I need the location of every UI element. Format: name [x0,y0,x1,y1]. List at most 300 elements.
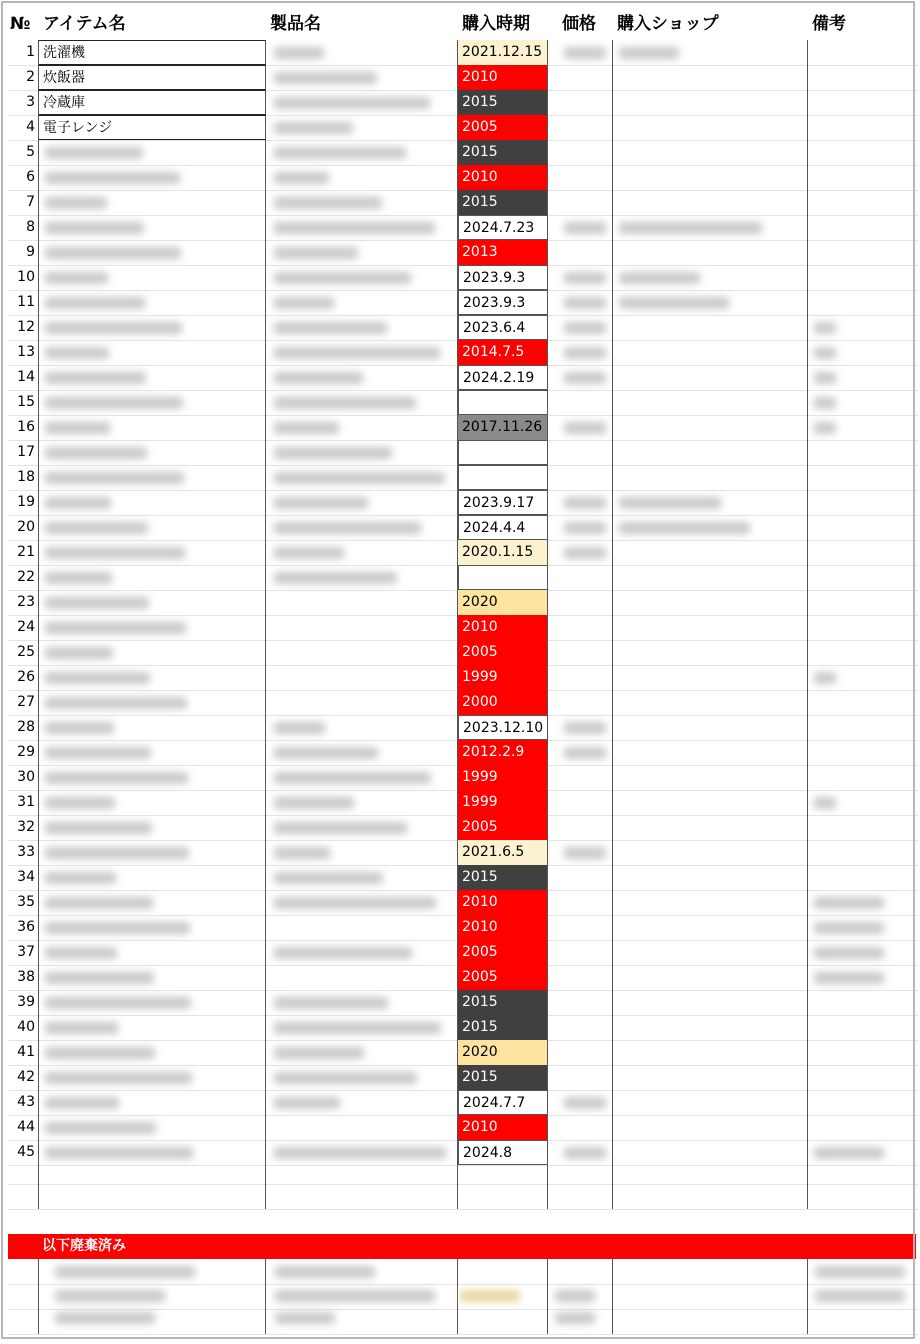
notes-cell[interactable] [808,790,918,815]
product-name-cell[interactable] [266,540,458,565]
product-name-cell[interactable] [266,590,458,615]
item-name-cell[interactable] [39,965,266,990]
notes-cell[interactable] [808,940,918,965]
notes-cell[interactable] [808,815,918,840]
notes-cell[interactable] [808,40,918,65]
product-name-cell[interactable] [266,1040,458,1065]
price-cell[interactable] [548,640,613,665]
price-cell[interactable] [548,965,613,990]
notes-cell[interactable] [808,1015,918,1040]
price-cell[interactable] [548,865,613,890]
shop-cell[interactable] [613,815,808,840]
purchase-date-cell[interactable]: 2021.12.15 [458,40,548,65]
price-cell[interactable] [548,1065,613,1090]
table-row[interactable] [8,490,918,516]
shop-cell[interactable] [613,765,808,790]
notes-cell[interactable] [808,215,918,240]
table-row[interactable] [8,840,918,866]
notes-cell[interactable] [808,465,918,490]
table-row[interactable] [8,140,918,166]
notes-cell[interactable] [808,415,918,440]
product-name-cell[interactable] [266,965,458,990]
purchase-date-cell[interactable]: 2023.12.10 [458,715,548,740]
shop-cell[interactable] [613,990,808,1015]
product-name-cell[interactable] [266,115,458,140]
empty-row[interactable] [8,1159,918,1185]
price-cell[interactable] [548,115,613,140]
table-row[interactable] [8,540,918,566]
notes-cell[interactable] [808,1065,918,1090]
shop-cell[interactable] [613,490,808,515]
shop-cell[interactable] [613,90,808,115]
price-cell[interactable] [548,1090,613,1115]
shop-cell[interactable] [613,1065,808,1090]
purchase-date-cell[interactable]: 2005 [458,815,548,840]
shop-cell[interactable] [613,65,808,90]
notes-cell[interactable] [808,615,918,640]
purchase-date-cell[interactable]: 2010 [458,615,548,640]
product-name-cell[interactable] [266,40,458,65]
item-name-cell[interactable] [39,865,266,890]
table-row[interactable] [8,940,918,966]
product-name-cell[interactable] [266,1090,458,1115]
product-name-cell[interactable] [266,340,458,365]
product-name-cell[interactable] [266,1015,458,1040]
price-cell[interactable] [548,715,613,740]
product-name-cell[interactable] [266,1115,458,1140]
table-row[interactable] [8,315,918,341]
notes-cell[interactable] [808,1090,918,1115]
notes-cell[interactable] [808,390,918,415]
price-cell[interactable] [548,890,613,915]
item-name-cell[interactable] [39,140,266,165]
table-row[interactable] [8,465,918,491]
price-cell[interactable] [548,40,613,65]
table-row[interactable] [8,790,918,816]
table-row[interactable] [8,165,918,191]
table-row[interactable] [8,765,918,791]
purchase-date-cell[interactable]: 2005 [458,940,548,965]
product-name-cell[interactable] [266,990,458,1015]
product-name-cell[interactable] [266,890,458,915]
shop-cell[interactable] [613,740,808,765]
price-cell[interactable] [548,90,613,115]
item-name-cell[interactable]: 電子レンジ [39,115,266,140]
purchase-date-cell[interactable]: 2005 [458,965,548,990]
item-name-cell[interactable]: 炊飯器 [39,65,266,90]
item-name-cell[interactable] [39,940,266,965]
item-name-cell[interactable] [39,415,266,440]
header-purchase-date[interactable]: 購入時期 [462,14,530,34]
price-cell[interactable] [548,1015,613,1040]
price-cell[interactable] [548,990,613,1015]
shop-cell[interactable] [613,515,808,540]
product-name-cell[interactable] [266,490,458,515]
product-name-cell[interactable] [266,740,458,765]
item-name-cell[interactable] [39,790,266,815]
item-name-cell[interactable] [39,1040,266,1065]
item-name-cell[interactable] [39,1115,266,1140]
table-row[interactable] [8,690,918,716]
product-name-cell[interactable] [266,415,458,440]
price-cell[interactable] [548,165,613,190]
product-name-cell[interactable] [266,90,458,115]
shop-cell[interactable] [613,215,808,240]
empty-row[interactable] [8,1209,918,1235]
purchase-date-cell[interactable]: 2010 [458,915,548,940]
item-name-cell[interactable] [39,540,266,565]
table-row[interactable] [8,65,918,91]
purchase-date-cell[interactable]: 2023.6.4 [458,315,548,340]
price-cell[interactable] [548,915,613,940]
price-cell[interactable] [548,415,613,440]
price-cell[interactable] [548,940,613,965]
item-name-cell[interactable] [39,290,266,315]
item-name-cell[interactable] [39,740,266,765]
table-row[interactable] [8,515,918,541]
item-name-cell[interactable] [39,390,266,415]
product-name-cell[interactable] [266,915,458,940]
product-name-cell[interactable] [266,765,458,790]
item-name-cell[interactable] [39,165,266,190]
table-row[interactable] [8,815,918,841]
shop-cell[interactable] [613,1090,808,1115]
price-cell[interactable] [548,240,613,265]
product-name-cell[interactable] [266,640,458,665]
notes-cell[interactable] [808,740,918,765]
notes-cell[interactable] [808,765,918,790]
price-cell[interactable] [548,490,613,515]
table-row[interactable] [8,290,918,316]
shop-cell[interactable] [613,440,808,465]
product-name-cell[interactable] [266,315,458,340]
purchase-date-cell[interactable]: 2010 [458,165,548,190]
purchase-date-cell[interactable]: 2015 [458,865,548,890]
price-cell[interactable] [548,540,613,565]
product-name-cell[interactable] [266,390,458,415]
product-name-cell[interactable] [266,140,458,165]
purchase-date-cell[interactable]: 2020 [458,590,548,615]
notes-cell[interactable] [808,90,918,115]
purchase-date-cell[interactable]: 2013 [458,240,548,265]
purchase-date-cell[interactable] [458,390,548,415]
product-name-cell[interactable] [266,515,458,540]
purchase-date-cell[interactable]: 2005 [458,115,548,140]
item-name-cell[interactable]: 洗濯機 [39,40,266,65]
price-cell[interactable] [548,315,613,340]
item-name-cell[interactable] [39,640,266,665]
notes-cell[interactable] [808,65,918,90]
product-name-cell[interactable] [266,240,458,265]
price-cell[interactable] [548,840,613,865]
notes-cell[interactable] [808,840,918,865]
price-cell[interactable] [548,290,613,315]
table-row[interactable] [8,715,918,741]
product-name-cell[interactable] [266,715,458,740]
header-notes[interactable]: 備考 [812,14,846,34]
header-price[interactable]: 価格 [562,14,596,34]
notes-cell[interactable] [808,240,918,265]
purchase-date-cell[interactable]: 2020.1.15 [458,540,548,565]
purchase-date-cell[interactable]: 2010 [458,890,548,915]
notes-cell[interactable] [808,265,918,290]
shop-cell[interactable] [613,465,808,490]
table-row[interactable] [8,440,918,466]
notes-cell[interactable] [808,290,918,315]
shop-cell[interactable] [613,1040,808,1065]
shop-cell[interactable] [613,190,808,215]
purchase-date-cell[interactable]: 2021.6.5 [458,840,548,865]
item-name-cell[interactable] [39,490,266,515]
product-name-cell[interactable] [266,1065,458,1090]
shop-cell[interactable] [613,540,808,565]
shop-cell[interactable] [613,315,808,340]
price-cell[interactable] [548,615,613,640]
item-name-cell[interactable] [39,265,266,290]
notes-cell[interactable] [808,665,918,690]
item-name-cell[interactable] [39,890,266,915]
shop-cell[interactable] [613,140,808,165]
table-row[interactable] [8,990,918,1016]
table-row[interactable] [8,590,918,616]
purchase-date-cell[interactable]: 2000 [458,690,548,715]
product-name-cell[interactable] [266,790,458,815]
price-cell[interactable] [548,690,613,715]
shop-cell[interactable] [613,1015,808,1040]
item-name-cell[interactable] [39,440,266,465]
purchase-date-cell[interactable]: 2015 [458,190,548,215]
shop-cell[interactable] [613,840,808,865]
purchase-date-cell[interactable]: 1999 [458,765,548,790]
shop-cell[interactable] [613,890,808,915]
product-name-cell[interactable] [266,565,458,590]
item-name-cell[interactable]: 冷蔵庫 [39,90,266,115]
item-name-cell[interactable] [39,515,266,540]
product-name-cell[interactable] [266,665,458,690]
purchase-date-cell[interactable] [458,440,548,465]
item-name-cell[interactable] [39,840,266,865]
price-cell[interactable] [548,515,613,540]
notes-cell[interactable] [808,540,918,565]
table-row[interactable] [8,40,918,66]
shop-cell[interactable] [613,165,808,190]
shop-cell[interactable] [613,940,808,965]
price-cell[interactable] [548,365,613,390]
shop-cell[interactable] [613,115,808,140]
notes-cell[interactable] [808,1115,918,1140]
purchase-date-cell[interactable]: 2015 [458,1065,548,1090]
item-name-cell[interactable] [39,1090,266,1115]
product-name-cell[interactable] [266,815,458,840]
notes-cell[interactable] [808,340,918,365]
purchase-date-cell[interactable]: 1999 [458,790,548,815]
shop-cell[interactable] [613,415,808,440]
purchase-date-cell[interactable]: 2024.2.19 [458,365,548,390]
table-row[interactable] [8,865,918,891]
notes-cell[interactable] [808,190,918,215]
shop-cell[interactable] [613,640,808,665]
shop-cell[interactable] [613,390,808,415]
shop-cell[interactable] [613,290,808,315]
product-name-cell[interactable] [266,465,458,490]
price-cell[interactable] [548,1115,613,1140]
item-name-cell[interactable] [39,690,266,715]
table-row[interactable] [8,415,918,441]
table-row[interactable] [8,215,918,241]
item-name-cell[interactable] [39,1015,266,1040]
item-name-cell[interactable] [39,615,266,640]
shop-cell[interactable] [613,715,808,740]
product-name-cell[interactable] [266,65,458,90]
product-name-cell[interactable] [266,690,458,715]
header-shop[interactable]: 購入ショップ [617,14,719,34]
table-row[interactable] [8,640,918,666]
notes-cell[interactable] [808,965,918,990]
purchase-date-cell[interactable] [458,565,548,590]
notes-cell[interactable] [808,915,918,940]
table-row[interactable] [8,740,918,766]
shop-cell[interactable] [613,40,808,65]
product-name-cell[interactable] [266,190,458,215]
product-name-cell[interactable] [266,365,458,390]
item-name-cell[interactable] [39,565,266,590]
price-cell[interactable] [548,790,613,815]
product-name-cell[interactable] [266,265,458,290]
price-cell[interactable] [548,265,613,290]
table-row[interactable] [8,365,918,391]
notes-cell[interactable] [808,165,918,190]
purchase-date-cell[interactable]: 2015 [458,1015,548,1040]
purchase-date-cell[interactable]: 2015 [458,140,548,165]
header-item-name[interactable]: アイテム名 [43,14,126,34]
item-name-cell[interactable] [39,1065,266,1090]
header-no[interactable]: № [10,14,31,34]
price-cell[interactable] [548,590,613,615]
item-name-cell[interactable] [39,215,266,240]
shop-cell[interactable] [613,340,808,365]
notes-cell[interactable] [808,140,918,165]
notes-cell[interactable] [808,490,918,515]
table-row[interactable] [8,1065,918,1091]
item-name-cell[interactable] [39,315,266,340]
shop-cell[interactable] [613,665,808,690]
notes-cell[interactable] [808,1040,918,1065]
item-name-cell[interactable] [39,190,266,215]
product-name-cell[interactable] [266,165,458,190]
table-row[interactable] [8,390,918,416]
purchase-date-cell[interactable] [458,465,548,490]
purchase-date-cell[interactable]: 2012.2.9 [458,740,548,765]
notes-cell[interactable] [808,890,918,915]
shop-cell[interactable] [613,565,808,590]
shop-cell[interactable] [613,690,808,715]
price-cell[interactable] [548,140,613,165]
table-row[interactable] [8,1015,918,1041]
shop-cell[interactable] [613,1115,808,1140]
table-row[interactable] [8,1115,918,1141]
purchase-date-cell[interactable]: 2024.8 [458,1140,548,1165]
product-name-cell[interactable] [266,940,458,965]
item-name-cell[interactable] [39,815,266,840]
product-name-cell[interactable] [266,290,458,315]
price-cell[interactable] [548,815,613,840]
table-row[interactable] [8,965,918,991]
item-name-cell[interactable] [39,915,266,940]
table-row[interactable] [8,565,918,591]
table-row[interactable] [8,90,918,116]
item-name-cell[interactable] [39,240,266,265]
price-cell[interactable] [548,1040,613,1065]
shop-cell[interactable] [613,865,808,890]
table-row[interactable] [8,190,918,216]
item-name-cell[interactable] [39,665,266,690]
table-row[interactable] [8,115,918,141]
price-cell[interactable] [548,665,613,690]
table-row[interactable] [8,340,918,366]
shop-cell[interactable] [613,965,808,990]
purchase-date-cell[interactable]: 2023.9.3 [458,265,548,290]
purchase-date-cell[interactable]: 2005 [458,640,548,665]
notes-cell[interactable] [808,315,918,340]
price-cell[interactable] [548,390,613,415]
notes-cell[interactable] [808,365,918,390]
product-name-cell[interactable] [266,215,458,240]
purchase-date-cell[interactable]: 2010 [458,1115,548,1140]
price-cell[interactable] [548,65,613,90]
purchase-date-cell[interactable]: 2014.7.5 [458,340,548,365]
header-product-name[interactable]: 製品名 [270,14,321,34]
shop-cell[interactable] [613,265,808,290]
purchase-date-cell[interactable]: 2024.4.4 [458,515,548,540]
price-cell[interactable] [548,765,613,790]
purchase-date-cell[interactable]: 2010 [458,65,548,90]
table-row[interactable] [8,915,918,941]
notes-cell[interactable] [808,115,918,140]
table-row[interactable] [8,1040,918,1066]
table-row[interactable] [8,240,918,266]
notes-cell[interactable] [808,515,918,540]
price-cell[interactable] [548,565,613,590]
item-name-cell[interactable] [39,340,266,365]
table-row[interactable] [8,265,918,291]
table-row[interactable] [8,665,918,691]
purchase-date-cell[interactable]: 2015 [458,990,548,1015]
product-name-cell[interactable] [266,865,458,890]
notes-cell[interactable] [808,715,918,740]
notes-cell[interactable] [808,865,918,890]
notes-cell[interactable] [808,565,918,590]
shop-cell[interactable] [613,915,808,940]
item-name-cell[interactable] [39,765,266,790]
shop-cell[interactable] [613,590,808,615]
notes-cell[interactable] [808,990,918,1015]
notes-cell[interactable] [808,690,918,715]
purchase-date-cell[interactable]: 2024.7.7 [458,1090,548,1115]
purchase-date-cell[interactable]: 2024.7.23 [458,215,548,240]
item-name-cell[interactable] [39,465,266,490]
purchase-date-cell[interactable]: 1999 [458,665,548,690]
purchase-date-cell[interactable]: 2023.9.3 [458,290,548,315]
price-cell[interactable] [548,740,613,765]
item-name-cell[interactable] [39,590,266,615]
price-cell[interactable] [548,190,613,215]
price-cell[interactable] [548,440,613,465]
notes-cell[interactable] [808,590,918,615]
item-name-cell[interactable] [39,990,266,1015]
price-cell[interactable] [548,215,613,240]
item-name-cell[interactable] [39,715,266,740]
product-name-cell[interactable] [266,440,458,465]
